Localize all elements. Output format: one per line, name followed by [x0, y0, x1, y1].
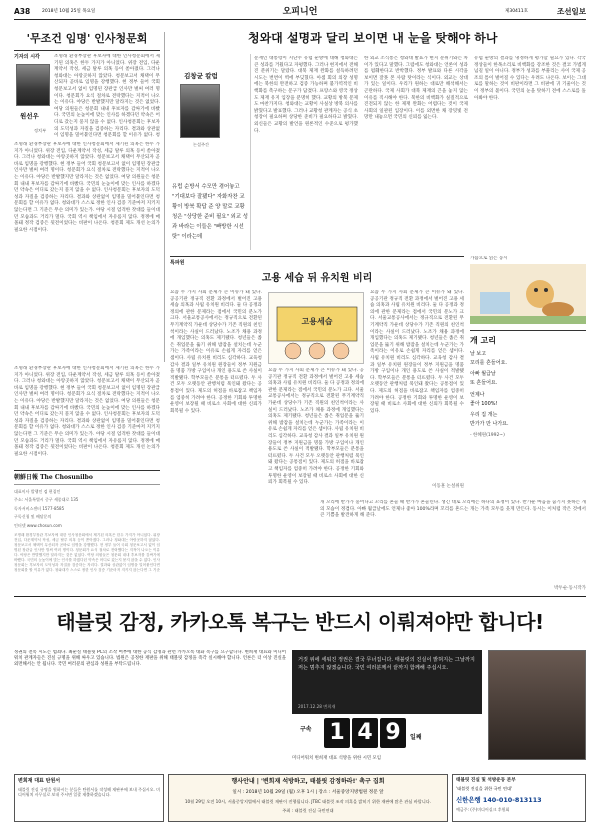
counter-digit-3: 9 — [380, 718, 406, 748]
main-column-title: 청와대 설명과 달리 보이면 내 눈을 탓해야 하나 — [248, 32, 498, 45]
main-body-mid: 한 외교 소식통은 청와대 발표가 현지 분위기와는 차이가 있다고 말했다. 그럼에도 청와대는 언론이 성과를 폄훼한다고 반박했다. 정부 발표와 다른 시각을 보이면 잘못 본 사람 탓이라는 식이다. 외교는 상대가 있는 일이다. 우리가 원하는 대로만 해석해서는 곤란하다. 국제 사회가 대북 제재의 끈을 놓지 않는 이유를 직시해야 한다. 북한의 비핵화가 실질적으로 진전되지 않는 한 제재 완화는 어렵다는 것이 국제 사회의 일관된 입장이다. 이를 외면한 채 장밋빛 전망만 내놓으면 국민의 신뢰를 잃는다. — [364, 56, 468, 121]
poem-line-5: 언제나 — [470, 391, 485, 398]
editorial-label: 특파원 — [170, 260, 185, 266]
poem-cartoon — [470, 256, 586, 326]
ad-portrait — [488, 650, 586, 760]
poem-line-6: 좋아 100%! — [470, 400, 498, 407]
poem-cartoon-image — [470, 264, 586, 324]
ad-event-box — [168, 774, 448, 822]
ad-right-box-title: 태블릿 진실 및 석방운동 본부 — [456, 778, 516, 783]
ad-right-box-sub: '태블릿 진실을 위한 국민 연대' — [456, 786, 513, 792]
counter-label: 구속 — [300, 726, 312, 733]
masthead-line-1: 대표이사 발행인 겸 편집인 — [14, 489, 61, 495]
poem-column — [470, 330, 586, 496]
ad-right-box — [452, 774, 586, 822]
poem-title: 개 고리 — [470, 335, 496, 345]
poem-cartoon-caption: 가슴으로 읽는 동시 — [470, 256, 508, 261]
editorial-column — [170, 256, 464, 496]
poem-line-2: 꼬리를 흔들어요. — [470, 359, 507, 366]
ad-event-title: 행사안내 | '변희재 석방하고, 태블릿 감정하라!' 촉구 집회 — [231, 778, 385, 785]
page-header — [14, 6, 586, 20]
editorial-body-right: 요즘 두 가지 사회 문제가 큰 이슈가 돼 있다. 공공기관 정규직 전환 과정에서 벌어진 고용 세습 의혹과 사립 유치원 비리다. 둘 다 공정과 정의에 관한 문제라는 점에서 국민의 분노가 크다. 서울교통공사에서는 정규직으로 전환된 무기계약직 가운데 상당수가 기존 직원의 친인척이라는 사실이 드러났다. 노조가 채용 과정에 개입했다는 의혹도 제기됐다. 청년들은 좁은 취업문을 뚫기 위해 밤잠을 설치는데 누군가는 가족이라는 이유로 손쉽게 자리를 얻은 셈이다. 사립 유치원 비리도 심각하다. 교육청 감사 결과 일부 유치원 원장들이 정부 지원금을 명품 가방 구입이나 개인 용도로 쓴 사실이 적발됐다. 학부모들은 분통을 터뜨렸다. 두 사건 모두 오랫동안 관행처럼 묵인돼 왔다는 공통점이 있다. 제도의 허점을 바로잡고 책임자를 엄중히 가려야 한다. 공정한 기회와 투명한 운영이 보장될 때 비로소 사회에 대한 신뢰가 회복될 수 있다. — [370, 290, 464, 414]
poem-line-4: 또 흔들어요. — [470, 380, 498, 387]
poem-line-7: 우리 집 개는 — [470, 412, 498, 419]
ad-bank: 신한은행 140-010-813113 — [456, 795, 542, 804]
ad-left-box-body: 태블릿 진실 규명을 원하시는 분들은 탄원서를 작성해 재판부에 보내 주십시오. 미디어워치 사무실로 보내 주시면 일괄 제출하겠습니다. — [18, 786, 160, 798]
ad-bank-owner: 예금주: (주)미디어실크 후원회 — [456, 806, 510, 812]
reporter-dept: 정치부 — [34, 128, 47, 133]
ad-event-line-1: 일시 : 2018년 10월 29일 (월) 오후 1시 | 장소 : 서울중앙지방법원 정문 앞 — [232, 790, 384, 796]
reporter-column-body-lower: 조명래 환경부장관 후보자에 대한 인사청문회에서 제기된 의혹은 한두 가지가 아니었다. 위장 전입, 다운계약서 작성, 세금 탈루 의혹 등이 쏟아졌다. 그러나 청와대는 아랑곳하지 않았다. 청문보고서 채택이 무산되자 곧바로 임명을 강행했다. 현 정부 들어 국회 청문보고서 없이 임명된 장관급 인사만 벌써 여러 명이다. 청문회가 요식 절차로 전락했다는 지적이 나오는 이유다. 야당은 반발했지만 달라지는 것은 없었다. 여당 의원들은 청문회 내내 후보자를 감싸기에 바빴다. 국민의 눈높이에 맞는 인사를 하겠다던 약속은 어디로 갔는지 묻지 않을 수 없다. 인사청문회는 후보자의 도덕성과 자질을 검증하는 자리다. 결과와 상관없이 임명을 밀어붙인다면 청문회를 할 이유가 없다. 청와대가 스스로 정한 인사 검증 기준마저 지키지 않는다면 그 기준은 무슨 의미가 있는가. 야당 시절 엄격한 잣대를 들이대던 모습과도 거리가 멀다. 국회 역시 책임에서 자유롭지 않다. 정쟁에 매몰돼 정작 검증은 뒷전이었다는 비판이 나온다. 청문회 제도 개선 논의가 필요한 시점이다. — [14, 366, 160, 457]
main-body-right: 유럽 순방의 결과를 냉정하게 평가할 필요가 있다. 각국 정상들이 한목소리로 비핵화를 강조한 것은 결코 가볍게 넘길 일이 아니다. 정부가 성과를 부풀리는 사이 국제 공조의 틈이 벌어질 수 있다는 우려도 나온다. 보이는 그대로를 말하는 것이 비판이라면 그 비판에 귀 기울이는 것이 정부의 몫이다. 국민의 눈을 탓하기 전에 스스로를 돌아봐야 한다. — [474, 56, 586, 101]
poem-author-line: - 한혜원(1992~) — [470, 432, 505, 438]
editorial-title: 고용 세습 뒤 유치원 비리 — [261, 273, 373, 284]
ad-left-box — [14, 774, 164, 822]
counter-digit-1: 1 — [324, 718, 350, 748]
main-author-title: 논설주간 — [192, 142, 210, 147]
poem-line-1: 날 보고 — [470, 350, 487, 357]
masthead-brand: 朝鮮日報 The Chosunilbo — [14, 471, 160, 485]
page-date: 2018년 10월 25일 목요일 — [42, 9, 96, 14]
ad-headline: 태블릿 감정, 카카오톡 복구는 반드시 이뤄져야만 합니다! — [56, 610, 544, 634]
reporter-column — [14, 32, 160, 362]
ad-event-line-3: 주최 : 태블릿 진실 국민연대 — [282, 807, 334, 813]
editorial-cartoon-image — [269, 293, 364, 364]
ad-quote-date: 2017.12.28 변희재 — [298, 704, 336, 710]
editorial-body-mid: 요즘 두 가지 사회 문제가 큰 이슈가 돼 있다. 공공기관 정규직 전환 과정에서 벌어진 고용 세습 의혹과 사립 유치원 비리다. 둘 다 공정과 정의에 관한 문제라는 점에서 국민의 분노가 크다. 서울교통공사에서는 정규직으로 전환된 무기계약직 가운데 상당수가 기존 직원의 친인척이라는 사실이 드러났다. 노조가 채용 과정에 개입했다는 의혹도 제기됐다. 청년들은 좁은 취업문을 뚫기 위해 밤잠을 설치는데 누군가는 가족이라는 이유로 손쉽게 자리를 얻은 셈이다. 사립 유치원 비리도 심각하다. 교육청 감사 결과 일부 유치원 원장들이 정부 지원금을 명품 가방 구입이나 개인 용도로 쓴 사실이 적발됐다. 학부모들은 분통을 터뜨렸다. 두 사건 모두 오랫동안 관행처럼 묵인돼 왔다는 공통점이 있다. 제도의 허점을 바로잡고 책임자를 엄중히 가려야 한다. 공정한 기회와 투명한 운영이 보장될 때 비로소 사회에 대한 신뢰가 회복될 수 있다. — [268, 368, 364, 486]
masthead-box — [14, 470, 160, 590]
reporter-name: 원선우 — [20, 112, 39, 120]
paper-name: 조선일보 — [557, 7, 586, 16]
poem-commentator: 박두순·동시작가 — [554, 586, 586, 591]
section-title: 오피니언 — [282, 7, 318, 17]
ad-quote-text: 거짓 위에 세워진 정권은 결국 무너집니다. 태블릿의 진실이 밝혀지는 그날까지 저는 멈추지 않겠습니다. 국민 여러분께서 끝까지 함께해 주십시오. — [298, 657, 475, 671]
reporter-photo — [16, 64, 50, 106]
masthead-line-3: 독자서비스센터 1577-8585 — [14, 505, 65, 511]
ad-body: 정권의 전복 시도는 범죄다. 최순실 태블릿 PC의 조작 여부에 대한 공식 감정과 관련 카카오톡 대화 복구를 요구합니다. 변희재 대표와 미디어워치 관계자들은 진실 규명을 위해 싸우고 있습니다. 법원은 공정한 재판을 위해 태블릿 감정을 즉각 실시해야 합니다. 언론은 더 이상 진실을 외면해서는 안 됩니다. 국민 여러분의 관심과 성원을 부탁드립니다. — [14, 650, 286, 668]
poem-commentary: 개 꼬리에 반가가 묻어나고 꼬리를 흔들 때 반가가 흔들린다. 생긴 대로 꼬리에는 하나의 표정이 있다. 반가운 마음을 숨기지 못하는 개의 모습이 정겹다. 아빠 월급날에도 언제나 좋아 100%라며 꼬리를 흔드는 개는 가족 모두를 웃게 만든다. 동시는 이처럼 작은 것에서 큰 기쁨을 발견하게 해 준다. — [320, 500, 586, 519]
main-body-left: 문재인 대통령이 지난주 유럽 순방에 대해 청와대는 큰 성과를 거뒀다고 자평했다. 그러나 현지에서 전해진 분위기는 달랐다. 대북 제재 완화를 설득하려던 시도는 번번이 벽에 부딪혔다. 아셈 회의 의장 성명에는 북한의 완전하고 검증 가능하며 불가역적인 비핵화를 촉구하는 문구가 담겼다. 프랑스와 영국 정상도 제재 유지 입장을 분명히 했다. 교황의 방북 문제도 마찬가지다. 청와대는 교황이 사실상 방북 의사를 밝혔다고 발표했다. 그러나 교황청 관계자는 공식 초청장이 필요하며 상당한 준비가 필요하다고 밝혔다. 외신들은 교황의 발언을 원론적인 수준으로 평가했다. — [254, 56, 358, 134]
main-column — [170, 32, 586, 254]
masthead-line-2: 주소: 서울특별시 중구 세종대로 135 — [14, 497, 79, 503]
editorial-author: 이동훈 논설위원 — [432, 484, 464, 489]
edition-number: 제30411호 — [504, 9, 528, 14]
main-column-quote: 유럽 순방서 수모만 겪어놓고 "기대보다 잘됐다" 자화자찬 교황이 방북 확답 준 양 말로 교황청은 "상당한 준비 필요" 외교 성과 바라는 이들은 "빠방한 시선 탓" 이라는데 — [172, 184, 249, 240]
ad-event-line-2: 10월 29일 오전 10시, 서울중앙지법에서 태블릿 재판이 진행됩니다. JTBC 태블릿 조작 의혹을 밝히기 위한 재판에 많은 관심 바랍니다. — [184, 799, 432, 805]
page-number: A38 — [14, 7, 31, 16]
poem-line-3: 아빠 월급날 — [470, 371, 496, 378]
editorial-cartoon-text: 고용세습 — [301, 317, 333, 326]
ad-signature: 미디어워치 변희재 대표 석방을 위한 시민 모임 — [292, 756, 381, 761]
poem-line-8: 반가가 만 나가요. — [470, 421, 509, 428]
reporter-column-body: 조명래 환경부장관 후보자에 대한 인사청문회에서 제기된 의혹은 한두 가지가 아니었다. 위장 전입, 다운계약서 작성, 세금 탈루 의혹 등이 쏟아졌다. 그러나 청와대는 아랑곳하지 않았다. 청문보고서 채택이 무산되자 곧바로 임명을 강행했다. 현 정부 들어 국회 청문보고서 없이 임명된 장관급 인사만 벌써 여러 명이다. 청문회가 요식 절차로 전락했다는 지적이 나오는 이유다. 야당은 반발했지만 달라지는 것은 없었다. 여당 의원들은 청문회 내내 후보자를 감싸기에 바빴다. 국민의 눈높이에 맞는 인사를 하겠다던 약속은 어디로 갔는지 묻지 않을 수 없다. 인사청문회는 후보자의 도덕성과 자질을 검증하는 자리다. 결과와 상관없이 임명을 밀어붙인다면 청문회를 할 이유가 없다. 청와대가 스스로 정한 인사 검증 기준마저 지키지 않는다면 그 기준은 무슨 의미가 있는가. 야당 시절 엄격한 잣대를 들이대던 모습과도 거리가 멀다. 국회 역시 책임에서 자유롭지 않다. 정쟁에 매몰돼 정작 검증은 뒷전이었다는 비판이 나온다. 청문회 제도 개선 논의가 필요한 시점이다. — [14, 142, 160, 233]
byline-label: 기자의 시각 — [14, 54, 40, 60]
counter-unit: 일째 — [410, 734, 422, 741]
ad-left-box-title: 변희재 대표 탄원서 — [18, 778, 61, 784]
reporter-column-body-top: 조명래 환경부장관 후보자에 대한 인사청문회에서 제기된 의혹은 한두 가지가 아니었다. 위장 전입, 다운계약서 작성, 세금 탈루 의혹 등이 쏟아졌다. 그러나 청와대는 아랑곳하지 않았다. 청문보고서 채택이 무산되자 곧바로 임명을 강행했다. 현 정부 들어 국회 청문보고서 없이 임명된 장관급 인사만 벌써 여러 명이다. 청문회가 요식 절차로 전락했다는 지적이 나오는 이유다. 야당은 반발했지만 달라지는 것은 없었다. 여당 의원들은 청문회 내내 후보자를 감싸기에 바빴다. 국민의 눈높이에 맞는 인사를 하겠다던 약속은 어디로 갔는지 묻지 않을 수 없다. 인사청문회는 후보자의 도덕성과 자질을 검증하는 자리다. 결과와 상관없이 임명을 밀어붙인다면 청문회를 할 이유가 없다. 청 — [54, 54, 160, 138]
counter-digit-2: 4 — [352, 718, 378, 748]
ad-quote-box — [292, 650, 482, 714]
editorial-body-left: 요즘 두 가지 사회 문제가 큰 이슈가 돼 있다. 공공기관 정규직 전환 과정에서 벌어진 고용 세습 의혹과 사립 유치원 비리다. 둘 다 공정과 정의에 관한 문제라는 점에서 국민의 분노가 크다. 서울교통공사에서는 정규직으로 전환된 무기계약직 가운데 상당수가 기존 직원의 친인척이라는 사실이 드러났다. 노조가 채용 과정에 개입했다는 의혹도 제기됐다. 청년들은 좁은 취업문을 뚫기 위해 밤잠을 설치는데 누군가는 가족이라는 이유로 손쉽게 자리를 얻은 셈이다. 사립 유치원 비리도 심각하다. 교육청 감사 결과 일부 유치원 원장들이 정부 지원금을 명품 가방 구입이나 개인 용도로 쓴 사실이 적발됐다. 학부모들은 분통을 터뜨렸다. 두 사건 모두 오랫동안 관행처럼 묵인돼 왔다는 공통점이 있다. 제도의 허점을 바로잡고 책임자를 엄중히 가려야 한다. 공정한 기회와 투명한 운영이 보장될 때 비로소 사회에 대한 신뢰가 회복될 수 있다. — [170, 290, 262, 414]
main-author-photo — [180, 84, 220, 138]
masthead-fine-print: 조명래 환경부장관 후보자에 대한 인사청문회에서 제기된 의혹은 한두 가지가 아니었다. 위장 전입, 다운계약서 작성, 세금 탈루 의혹 등이 쏟아졌다. 그러나 청와대는 아랑곳하지 않았다. 청문보고서 채택이 무산되자 곧바로 임명을 강행했다. 현 정부 들어 국회 청문보고서 없이 임명된 장관급 인사만 벌써 여러 명이다. 청문회가 요식 절차로 전락했다는 지적이 나오는 이유다. 야당은 반발했지만 달라지는 것은 없었다. 여당 의원들은 청문회 내내 후보자를 감싸기에 바빴다. 국민의 눈높이에 맞는 인사를 하겠다던 약속은 어디로 갔는지 묻지 않을 수 없다. 인사청문회는 후보자의 도덕성과 자질을 검증하는 자리다. 결과와 상관없이 임명을 밀어붙인다면 청문회를 할 이유가 없다. 청와대가 스스로 정한 인사 검증 기준마저 지키지 않는다면 그 기준 — [14, 533, 160, 573]
reporter-column-title: '무조건 임명' 인사청문회 — [26, 32, 148, 45]
editorial-cartoon — [268, 292, 364, 364]
main-author-label: 김창균 칼럼 — [184, 72, 218, 80]
masthead-line-4: 구독신청 및 배달문의 — [14, 514, 52, 520]
masthead-line-5: 인터넷 www.chosun.com — [14, 522, 62, 528]
